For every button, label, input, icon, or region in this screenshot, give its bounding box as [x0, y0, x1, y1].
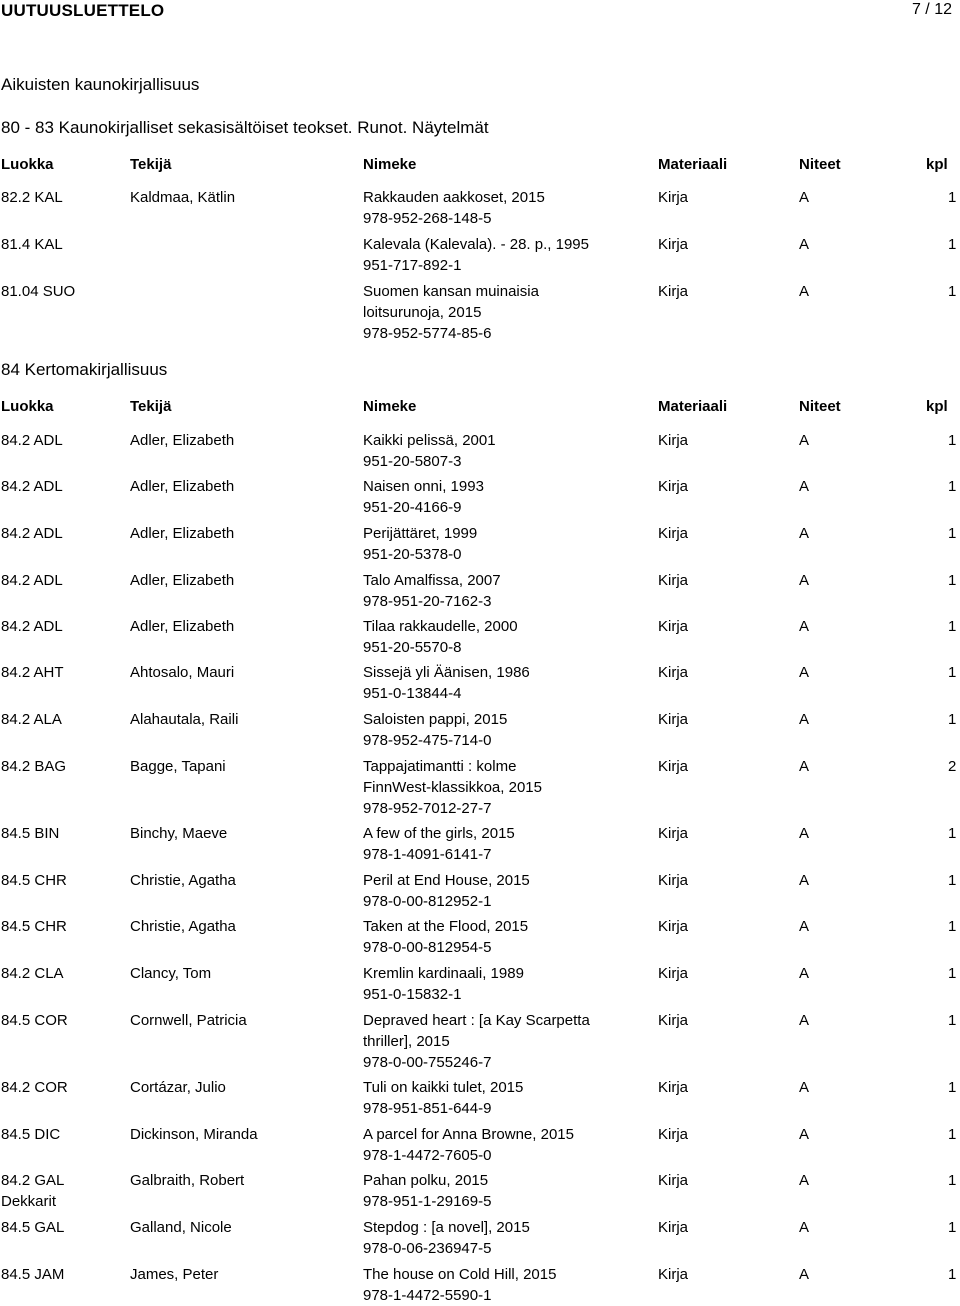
cell-tekija: Ahtosalo, Mauri [130, 664, 235, 681]
col-header-tekija: Tekijä [130, 398, 172, 415]
cell-nimeke [363, 187, 648, 229]
col-header-materiaali: Materiaali [658, 156, 728, 173]
cell-luokka-line: 84.5 COR [1, 1012, 68, 1029]
cell-materiaali: Kirja [658, 525, 689, 542]
cell-nimeke-line: 978-952-7012-27-7 [363, 800, 492, 817]
cell-nimeke-line: 978-952-268-148-5 [363, 210, 492, 227]
cell-nimeke-line: loitsurunoja, 2015 [363, 304, 482, 321]
cell-nimeke-line: FinnWest-klassikkoa, 2015 [363, 779, 542, 796]
cell-materiaali: Kirja [658, 236, 689, 253]
cell-nimeke [363, 1217, 648, 1259]
cell-luokka-line: 82.2 KAL [1, 189, 63, 206]
cell-luokka [1, 430, 126, 451]
cell-luokka [1, 1170, 126, 1212]
cell-niteet: A [799, 189, 810, 206]
cell-nimeke-line: 951-20-5570-8 [363, 639, 462, 656]
cell-kpl: 1 [948, 825, 957, 842]
cell-luokka-line: 81.4 KAL [1, 236, 63, 253]
cell-nimeke-line: Taken at the Flood, 2015 [363, 918, 529, 935]
cell-niteet: A [799, 711, 810, 728]
cell-tekija: Cortázar, Julio [130, 1079, 226, 1096]
cell-niteet: A [799, 283, 810, 300]
cell-nimeke-line: 978-952-475-714-0 [363, 732, 492, 749]
cell-nimeke [363, 430, 648, 472]
cell-nimeke-line: Stepdog : [a novel], 2015 [363, 1219, 530, 1236]
cell-kpl: 1 [948, 664, 957, 681]
cell-niteet: A [799, 525, 810, 542]
document-title: UUTUUSLUETTELO [1, 1, 165, 20]
cell-luokka-line: 84.2 BAG [1, 758, 67, 775]
cell-nimeke [363, 870, 648, 912]
cell-nimeke-line: Depraved heart : [a Kay Scarpetta [363, 1012, 590, 1029]
cell-kpl: 1 [948, 711, 957, 728]
cell-nimeke-line: 978-951-1-29169-5 [363, 1193, 492, 1210]
cell-tekija: Galland, Nicole [130, 1219, 232, 1236]
page-total: 12 [934, 1, 952, 18]
cell-luokka-line: 84.5 CHR [1, 872, 67, 889]
cell-kpl: 2 [948, 758, 957, 775]
cell-nimeke-line: 951-20-5378-0 [363, 546, 462, 563]
cell-nimeke-line: A few of the girls, 2015 [363, 825, 515, 842]
cell-tekija: Alahautala, Raili [130, 711, 239, 728]
cell-materiaali: Kirja [658, 1012, 689, 1029]
cell-luokka [1, 1264, 126, 1285]
cell-kpl: 1 [948, 525, 957, 542]
cell-nimeke [363, 963, 648, 1005]
cell-nimeke [363, 1264, 648, 1306]
cell-luokka [1, 662, 126, 683]
cell-nimeke-line: 951-0-13844-4 [363, 685, 462, 702]
cell-materiaali: Kirja [658, 432, 689, 449]
cell-luokka [1, 1124, 126, 1145]
cell-nimeke-line: Tuli on kaikki tulet, 2015 [363, 1079, 524, 1096]
cell-niteet: A [799, 1012, 810, 1029]
table-header [0, 398, 960, 418]
category-heading: Aikuisten kaunokirjallisuus [1, 75, 200, 94]
cell-luokka-line: Dekkarit [1, 1193, 57, 1210]
cell-niteet: A [799, 1219, 810, 1236]
cell-nimeke-line: 978-0-00-755246-7 [363, 1054, 492, 1071]
cell-luokka-line: 84.5 JAM [1, 1266, 65, 1283]
cell-luokka-line: 84.2 GAL [1, 1172, 65, 1189]
cell-kpl: 1 [948, 1012, 957, 1029]
section-title: 80 - 83 Kaunokirjalliset sekasisältöiset teokset. Runot. Näytelmät [1, 118, 489, 137]
cell-kpl: 1 [948, 1126, 957, 1143]
cell-nimeke [363, 1077, 648, 1119]
cell-nimeke-line: 978-952-5774-85-6 [363, 325, 492, 342]
cell-materiaali: Kirja [658, 572, 689, 589]
cell-kpl: 1 [948, 432, 957, 449]
cell-nimeke [363, 823, 648, 865]
cell-niteet: A [799, 1126, 810, 1143]
cell-kpl: 1 [948, 872, 957, 889]
cell-nimeke-line: A parcel for Anna Browne, 2015 [363, 1126, 574, 1143]
cell-tekija: Bagge, Tapani [130, 758, 226, 775]
cell-tekija: Galbraith, Robert [130, 1172, 245, 1189]
page-current: 7 [911, 1, 921, 18]
cell-nimeke-line: Talo Amalfissa, 2007 [363, 572, 501, 589]
cell-luokka [1, 1077, 126, 1098]
cell-nimeke [363, 281, 648, 344]
cell-nimeke [363, 916, 648, 958]
cell-nimeke-line: 978-1-4472-7605-0 [363, 1147, 492, 1164]
cell-niteet: A [799, 825, 810, 842]
cell-materiaali: Kirja [658, 478, 689, 495]
cell-tekija: Adler, Elizabeth [130, 572, 235, 589]
cell-luokka [1, 756, 126, 777]
cell-kpl: 1 [948, 918, 957, 935]
cell-materiaali: Kirja [658, 1126, 689, 1143]
page-indicator [912, 1, 952, 19]
cell-kpl: 1 [948, 189, 957, 206]
cell-luokka-line: 84.2 ADL [1, 432, 63, 449]
cell-nimeke-line: Tappajatimantti : kolme [363, 758, 517, 775]
cell-nimeke [363, 616, 648, 658]
cell-luokka-line: 84.2 ALA [1, 711, 62, 728]
cell-luokka-line: 84.2 ADL [1, 525, 63, 542]
page-separator: / [925, 1, 930, 18]
col-header-kpl: kpl [926, 398, 948, 415]
cell-luokka-line: 84.5 GAL [1, 1219, 65, 1236]
col-header-nimeke: Nimeke [363, 398, 417, 415]
cell-nimeke-line: thriller], 2015 [363, 1033, 450, 1050]
cell-nimeke-line: Perijättäret, 1999 [363, 525, 478, 542]
cell-nimeke-line: Kremlin kardinaali, 1989 [363, 965, 524, 982]
section-title: 84 Kertomakirjallisuus [1, 360, 168, 379]
cell-tekija: James, Peter [130, 1266, 219, 1283]
cell-luokka-line: 84.5 BIN [1, 825, 60, 842]
cell-luokka-line: 84.2 COR [1, 1079, 68, 1096]
cell-tekija: Clancy, Tom [130, 965, 212, 982]
col-header-luokka: Luokka [1, 156, 54, 173]
cell-nimeke-line: Tilaa rakkaudelle, 2000 [363, 618, 518, 635]
cell-nimeke [363, 570, 648, 612]
cell-luokka-line: 84.2 ADL [1, 618, 63, 635]
cell-materiaali: Kirja [658, 965, 689, 982]
cell-kpl: 1 [948, 1266, 957, 1283]
cell-niteet: A [799, 572, 810, 589]
cell-luokka-line: 84.2 AHT [1, 664, 64, 681]
cell-materiaali: Kirja [658, 1079, 689, 1096]
cell-luokka [1, 616, 126, 637]
cell-nimeke-line: 951-0-15832-1 [363, 986, 462, 1003]
cell-niteet: A [799, 1172, 810, 1189]
cell-niteet: A [799, 618, 810, 635]
cell-tekija: Christie, Agatha [130, 918, 236, 935]
cell-tekija: Adler, Elizabeth [130, 432, 235, 449]
cell-niteet: A [799, 432, 810, 449]
cell-kpl: 1 [948, 1079, 957, 1096]
cell-nimeke-line: 951-20-4166-9 [363, 499, 462, 516]
cell-luokka [1, 1010, 126, 1031]
cell-nimeke-line: Saloisten pappi, 2015 [363, 711, 508, 728]
cell-nimeke [363, 523, 648, 565]
cell-kpl: 1 [948, 1172, 957, 1189]
cell-nimeke [363, 1124, 648, 1166]
cell-nimeke-line: 978-0-06-236947-5 [363, 1240, 492, 1257]
cell-nimeke-line: 978-951-851-644-9 [363, 1100, 492, 1117]
col-header-nimeke: Nimeke [363, 156, 417, 173]
cell-materiaali: Kirja [658, 758, 689, 775]
col-header-niteet: Niteet [799, 156, 841, 173]
cell-luokka [1, 570, 126, 591]
cell-tekija: Kaldmaa, Kätlin [130, 189, 236, 206]
cell-nimeke [363, 476, 648, 518]
cell-materiaali: Kirja [658, 189, 689, 206]
cell-nimeke-line: Sissejä yli Äänisen, 1986 [363, 664, 530, 681]
cell-luokka [1, 916, 126, 937]
cell-tekija: Christie, Agatha [130, 872, 236, 889]
cell-luokka [1, 870, 126, 891]
cell-niteet: A [799, 758, 810, 775]
cell-niteet: A [799, 236, 810, 253]
cell-luokka [1, 523, 126, 544]
cell-materiaali: Kirja [658, 711, 689, 728]
cell-nimeke-line: 978-1-4091-6141-7 [363, 846, 492, 863]
cell-materiaali: Kirja [658, 918, 689, 935]
cell-niteet: A [799, 664, 810, 681]
cell-materiaali: Kirja [658, 1219, 689, 1236]
cell-luokka-line: 84.5 CHR [1, 918, 67, 935]
cell-luokka-line: 84.2 ADL [1, 572, 63, 589]
cell-materiaali: Kirja [658, 283, 689, 300]
cell-nimeke [363, 662, 648, 704]
cell-luokka [1, 823, 126, 844]
cell-nimeke-line: The house on Cold Hill, 2015 [363, 1266, 557, 1283]
col-header-kpl: kpl [926, 156, 948, 173]
cell-kpl: 1 [948, 965, 957, 982]
cell-nimeke-line: 978-951-20-7162-3 [363, 593, 492, 610]
cell-nimeke-line: 978-1-4472-5590-1 [363, 1287, 492, 1304]
cell-niteet: A [799, 478, 810, 495]
cell-kpl: 1 [948, 572, 957, 589]
cell-nimeke-line: Suomen kansan muinaisia [363, 283, 539, 300]
cell-luokka-line: 84.2 ADL [1, 478, 63, 495]
cell-nimeke-line: Kaikki pelissä, 2001 [363, 432, 496, 449]
cell-tekija: Adler, Elizabeth [130, 618, 235, 635]
cell-luokka [1, 281, 126, 302]
col-header-tekija: Tekijä [130, 156, 172, 173]
cell-materiaali: Kirja [658, 618, 689, 635]
cell-tekija: Dickinson, Miranda [130, 1126, 258, 1143]
col-header-niteet: Niteet [799, 398, 841, 415]
cell-nimeke-line: 978-0-00-812954-5 [363, 939, 492, 956]
cell-luokka [1, 234, 126, 255]
col-header-luokka: Luokka [1, 398, 54, 415]
cell-nimeke [363, 1170, 648, 1212]
cell-materiaali: Kirja [658, 872, 689, 889]
cell-nimeke [363, 1010, 648, 1073]
cell-nimeke-line: 951-717-892-1 [363, 257, 462, 274]
cell-tekija: Adler, Elizabeth [130, 478, 235, 495]
cell-materiaali: Kirja [658, 1266, 689, 1283]
cell-tekija: Binchy, Maeve [130, 825, 228, 842]
cell-niteet: A [799, 918, 810, 935]
cell-nimeke-line: 978-0-00-812952-1 [363, 893, 492, 910]
cell-materiaali: Kirja [658, 664, 689, 681]
cell-kpl: 1 [948, 1219, 957, 1236]
cell-nimeke [363, 756, 648, 819]
cell-nimeke-line: Kalevala (Kalevala). - 28. p., 1995 [363, 236, 589, 253]
cell-kpl: 1 [948, 618, 957, 635]
cell-niteet: A [799, 872, 810, 889]
cell-materiaali: Kirja [658, 825, 689, 842]
col-header-materiaali: Materiaali [658, 398, 728, 415]
cell-kpl: 1 [948, 478, 957, 495]
cell-niteet: A [799, 965, 810, 982]
cell-niteet: A [799, 1266, 810, 1283]
cell-kpl: 1 [948, 283, 957, 300]
cell-niteet: A [799, 1079, 810, 1096]
cell-luokka-line: 84.2 CLA [1, 965, 64, 982]
cell-nimeke-line: Pahan polku, 2015 [363, 1172, 489, 1189]
cell-luokka [1, 476, 126, 497]
cell-nimeke-line: Peril at End House, 2015 [363, 872, 530, 889]
cell-kpl: 1 [948, 236, 957, 253]
cell-nimeke-line: Rakkauden aakkoset, 2015 [363, 189, 545, 206]
cell-nimeke [363, 709, 648, 751]
cell-luokka [1, 187, 126, 208]
cell-nimeke [363, 234, 648, 276]
cell-luokka-line: 84.5 DIC [1, 1126, 61, 1143]
table-header [0, 156, 960, 176]
cell-luokka [1, 963, 126, 984]
cell-tekija: Cornwell, Patricia [130, 1012, 247, 1029]
cell-nimeke-line: 951-20-5807-3 [363, 453, 462, 470]
cell-luokka-line: 81.04 SUO [1, 283, 76, 300]
cell-nimeke-line: Naisen onni, 1993 [363, 478, 484, 495]
cell-luokka [1, 1217, 126, 1238]
cell-tekija: Adler, Elizabeth [130, 525, 235, 542]
cell-materiaali: Kirja [658, 1172, 689, 1189]
cell-luokka [1, 709, 126, 730]
